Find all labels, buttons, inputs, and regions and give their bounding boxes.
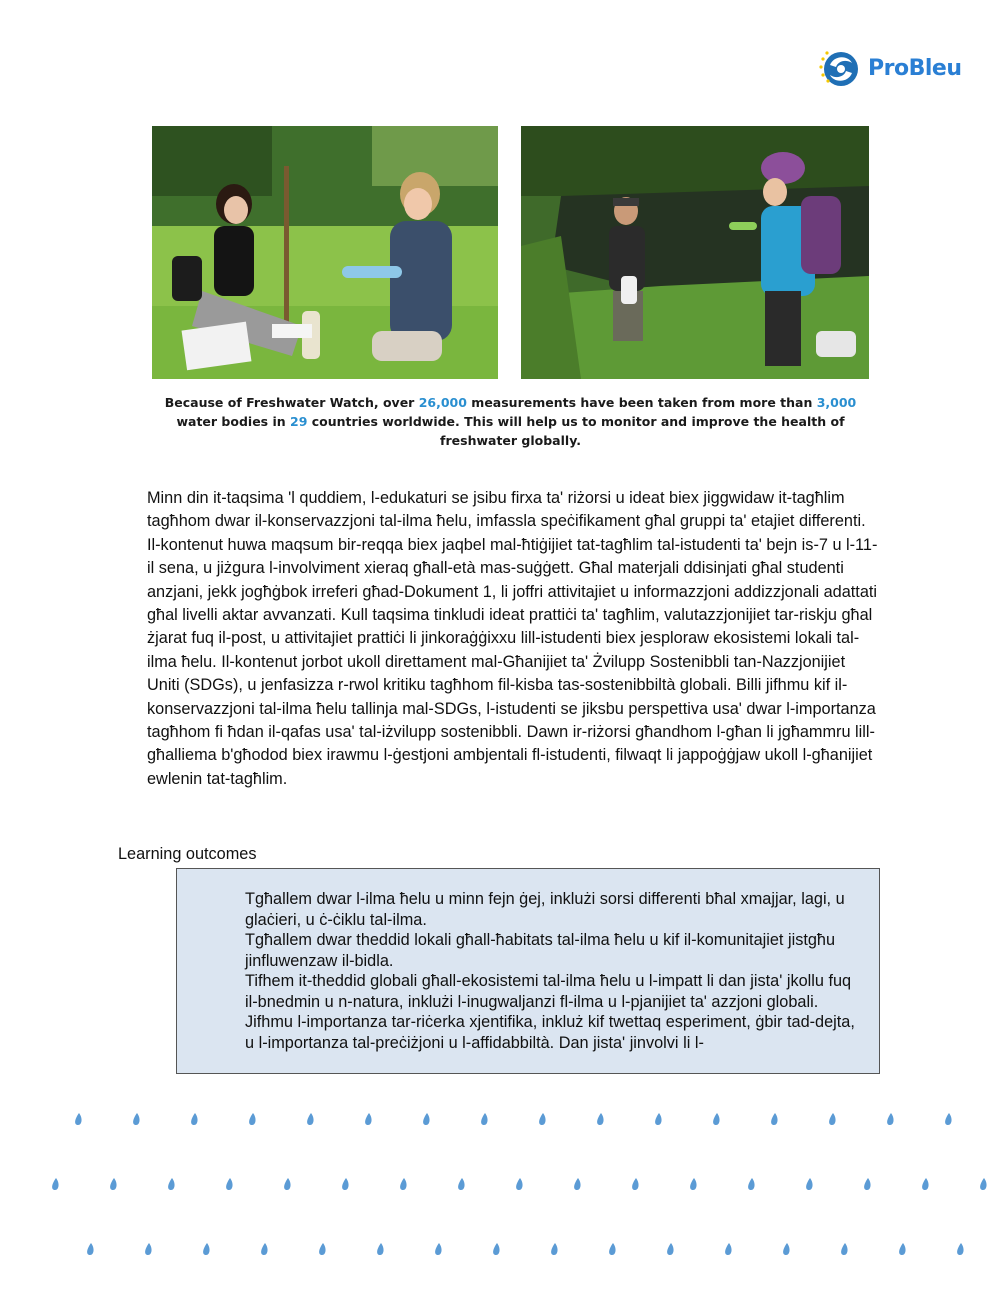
droplet-icon [133,1113,139,1125]
droplet-icon [690,1178,696,1190]
droplet-icon [609,1243,615,1255]
droplet-icon [365,1113,371,1125]
droplet-icon [458,1178,464,1190]
droplet-icon [516,1178,522,1190]
caption-text-4: countries worldwide. This will help us to monitor and improve the health of freshwater globally. [307,414,845,448]
droplet-icon [342,1178,348,1190]
learning-outcomes-heading: Learning outcomes [118,845,257,863]
probleu-logo [816,46,961,90]
learning-outcome-item: Jifhmu l-importanza tar-riċerka xjentifika, inkluż kif twettaq esperiment, ġbir tad-dejta, u l-importanza tal-preċiżjoni u l-affidabbiltà. Dan jista' jinvolvi li l- [245,1013,855,1052]
photo-people-sampling-on-grass [152,126,498,379]
droplet-icon [493,1243,499,1255]
droplet-icon [539,1113,545,1125]
droplet-icon [191,1113,197,1125]
caption-countries-count: 29 [290,414,308,429]
droplet-icon [887,1113,893,1125]
learning-outcome-item: Tgħallem dwar l-ilma ħelu u minn fejn ġej, inklużi sorsi differenti bħal xmajjar, lagi, u glaċieri, u ċ-ċiklu tal-ilma. [245,890,845,929]
caption-text-2: measurements have been taken from more than [466,395,817,410]
droplet-icon [284,1178,290,1190]
droplet-icon [52,1178,58,1190]
photo-caption [152,393,869,450]
droplet-icon [249,1113,255,1125]
caption-measurements-count: 26,000 [418,395,467,410]
droplet-icon [829,1113,835,1125]
droplet-icon [748,1178,754,1190]
caption-text-1: Because of Freshwater Watch, over [164,395,419,410]
droplet-icon [841,1243,847,1255]
droplet-icon [771,1113,777,1125]
droplet-icon [110,1178,116,1190]
learning-outcomes-list [245,889,863,1053]
photo-people-by-stream [521,126,869,379]
droplet-icon [725,1243,731,1255]
probleu-logo-icon [816,45,862,91]
droplet-icon [435,1243,441,1255]
droplet-icon [551,1243,557,1255]
logo-text: ProBleu [868,55,962,81]
droplet-icon [400,1178,406,1190]
water-droplet-pattern [0,1100,1000,1270]
learning-outcome-item: Tgħallem dwar theddid lokali għall-ħabitats tal-ilma ħelu u kif il-komunitajiet jistgħu jinfluwenzaw il-bidla. [245,931,836,970]
droplet-icon [574,1178,580,1190]
droplet-icon [632,1178,638,1190]
droplet-icon [957,1243,963,1255]
droplet-icon [203,1243,209,1255]
droplet-icon [261,1243,267,1255]
droplet-icon [87,1243,93,1255]
droplet-icon [945,1113,951,1125]
intro-paragraph: Minn din it-taqsima 'l quddiem, l-edukaturi se jsibu firxa ta' riżorsi u ideat biex jiggwidaw it-tagħlim tagħhom dwar il-konservazzjoni tal-ilma ħelu, imfassla speċifikament għal gruppi ta' etajiet differenti. Il-kontenut huwa maqsum bir-reqqa biex jaqbel mal-ħtiġijiet tat-tagħlim tal-istudenti ta' bejn is-7 u l-11-il sena, u jiżgura l-involviment xieraq għall-età mas-suġġett. Għal materjali ddisinjati għal studenti anzjani, jekk jogħġbok irreferi għad-Dokument 1, li joffri attivitajiet u informazzjoni addizzjonali adattati għal livelli aktar avvanzati. Kull taqsima tinkludi ideat prattiċi ta' tagħlim, valutazzjonijiet tar-riskju għal żjarat fuq il-post, u attivitajiet prattiċi li jinkoraġġixxu lill-istudenti biex jesploraw ekosistemi lokali tal-ilma ħelu. Il-kontenut jorbot ukoll direttament mal-Għanijiet ta' Żvilupp Sostenibbli tan-Nazzjonijiet Uniti (SDGs), u jenfasizza r-rwol kritiku tagħhom fil-kisba tas-sostenibbiltà globali. Billi jifhmu kif il-konservazzjoni tal-ilma ħelu tallinja mal-SDGs, l-istudenti se jiksbu perspettiva usa' dwar l-importanza tagħhom fi ħdan il-qafas usa' tal-iżvilupp sostenibbli. Dawn ir-riżorsi għandhom l-għan li jgħammru lill-għalliema b'għodod biex irawmu l-ġestjoni ambjentali fl-istudenti, filwaqt li jappoġġjaw ukoll l-għanijiet ewlenin tat-tagħlim. [147,489,878,788]
droplet-icon [377,1243,383,1255]
droplet-icon [922,1178,928,1190]
droplet-icon [307,1113,313,1125]
droplet-icon [168,1178,174,1190]
droplet-icon [75,1113,81,1125]
droplet-icon [319,1243,325,1255]
droplet-icon [667,1243,673,1255]
droplet-icon [655,1113,661,1125]
droplet-icon [597,1113,603,1125]
droplet-icon [145,1243,151,1255]
droplet-icon [864,1178,870,1190]
droplet-icon [226,1178,232,1190]
droplet-icon [481,1113,487,1125]
droplet-icon [783,1243,789,1255]
droplet-icon [899,1243,905,1255]
learning-outcomes-box [176,868,880,1074]
caption-text-3: water bodies in [176,414,290,429]
learning-outcome-item: Tifhem it-theddid globali għall-ekosistemi tal-ilma ħelu u l-impatt li dan jista' jkollu fuq il-bnedmin u n-natura, inklużi l-inugwaljanzi fl-ilma u l-pjanijiet ta' azzjoni globali. [245,972,852,1011]
caption-water-bodies-count: 3,000 [816,395,857,410]
droplet-pattern-svg [0,1100,1000,1270]
droplet-icon [806,1178,812,1190]
droplet-icon [980,1178,986,1190]
droplet-icon [713,1113,719,1125]
droplet-icon [423,1113,429,1125]
